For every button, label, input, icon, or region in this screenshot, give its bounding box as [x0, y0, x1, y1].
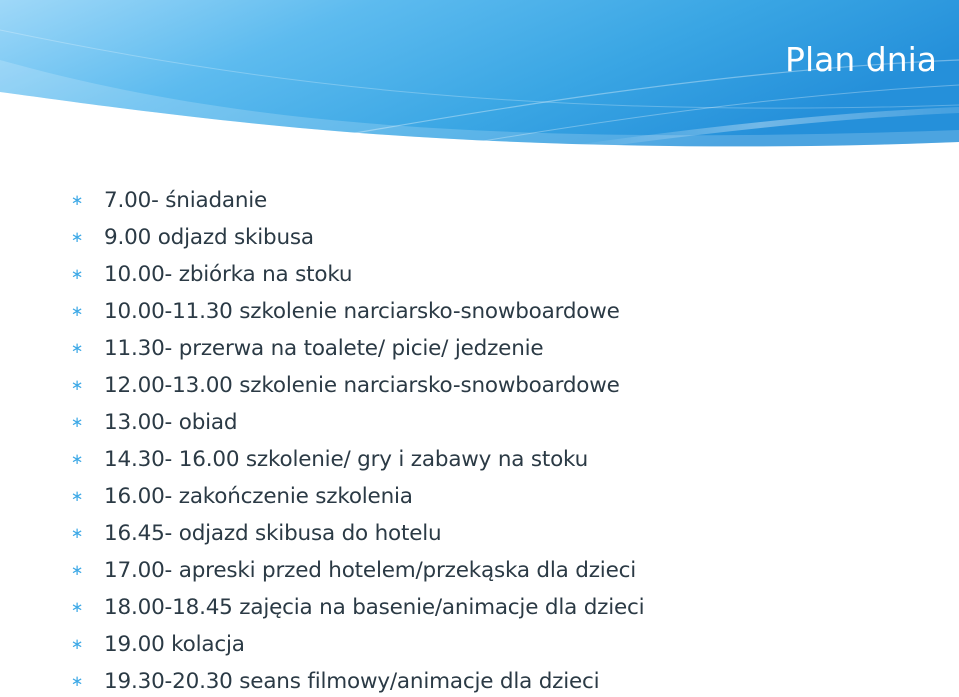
asterisk-bullet-icon: ∗	[70, 524, 84, 542]
list-item	[62, 478, 942, 515]
list-item	[62, 552, 942, 589]
list-item	[62, 404, 942, 441]
asterisk-bullet-icon: ∗	[70, 450, 84, 468]
list-item-text: 10.00- zbiórka na stoku	[104, 262, 353, 287]
asterisk-bullet-icon: ∗	[70, 376, 84, 394]
slide-title: Plan dnia	[785, 40, 937, 79]
list-item	[62, 663, 942, 697]
asterisk-bullet-icon: ∗	[70, 191, 84, 209]
asterisk-bullet-icon: ∗	[70, 598, 84, 616]
list-item	[62, 626, 942, 663]
asterisk-bullet-icon: ∗	[70, 672, 84, 690]
list-item	[62, 182, 942, 219]
list-item-text: 17.00- apreski przed hotelem/przekąska dla dzieci	[104, 558, 636, 583]
list-item-text: 16.00- zakończenie szkolenia	[104, 484, 413, 509]
asterisk-bullet-icon: ∗	[70, 265, 84, 283]
list-item-text: 7.00- śniadanie	[104, 188, 268, 213]
list-item-text: 12.00-13.00 szkolenie narciarsko-snowboardowe	[104, 373, 620, 398]
title-banner	[0, 0, 959, 160]
list-item-text: 14.30- 16.00 szkolenie/ gry i zabawy na stoku	[104, 447, 589, 472]
list-item-text: 16.45- odjazd skibusa do hotelu	[104, 521, 442, 546]
list-item-text: 18.00-18.45 zajęcia na basenie/animacje dla dzieci	[104, 595, 645, 620]
list-item	[62, 293, 942, 330]
list-item	[62, 589, 942, 626]
list-item	[62, 515, 942, 552]
asterisk-bullet-icon: ∗	[70, 487, 84, 505]
asterisk-bullet-icon: ∗	[70, 302, 84, 320]
list-item-text: 13.00- obiad	[104, 410, 238, 435]
list-item	[62, 219, 942, 256]
asterisk-bullet-icon: ∗	[70, 561, 84, 579]
list-item-text: 19.00 kolacja	[104, 632, 245, 657]
asterisk-bullet-icon: ∗	[70, 228, 84, 246]
agenda-list	[62, 182, 942, 697]
asterisk-bullet-icon: ∗	[70, 413, 84, 431]
list-item	[62, 441, 942, 478]
list-item-text: 9.00 odjazd skibusa	[104, 225, 314, 250]
list-item-text: 10.00-11.30 szkolenie narciarsko-snowboardowe	[104, 299, 620, 324]
list-item	[62, 330, 942, 367]
asterisk-bullet-icon: ∗	[70, 339, 84, 357]
list-item-text: 11.30- przerwa na toalete/ picie/ jedzenie	[104, 336, 544, 361]
asterisk-bullet-icon: ∗	[70, 635, 84, 653]
list-item	[62, 367, 942, 404]
list-item	[62, 256, 942, 293]
list-item-text: 19.30-20.30 seans filmowy/animacje dla dzieci	[104, 669, 600, 694]
